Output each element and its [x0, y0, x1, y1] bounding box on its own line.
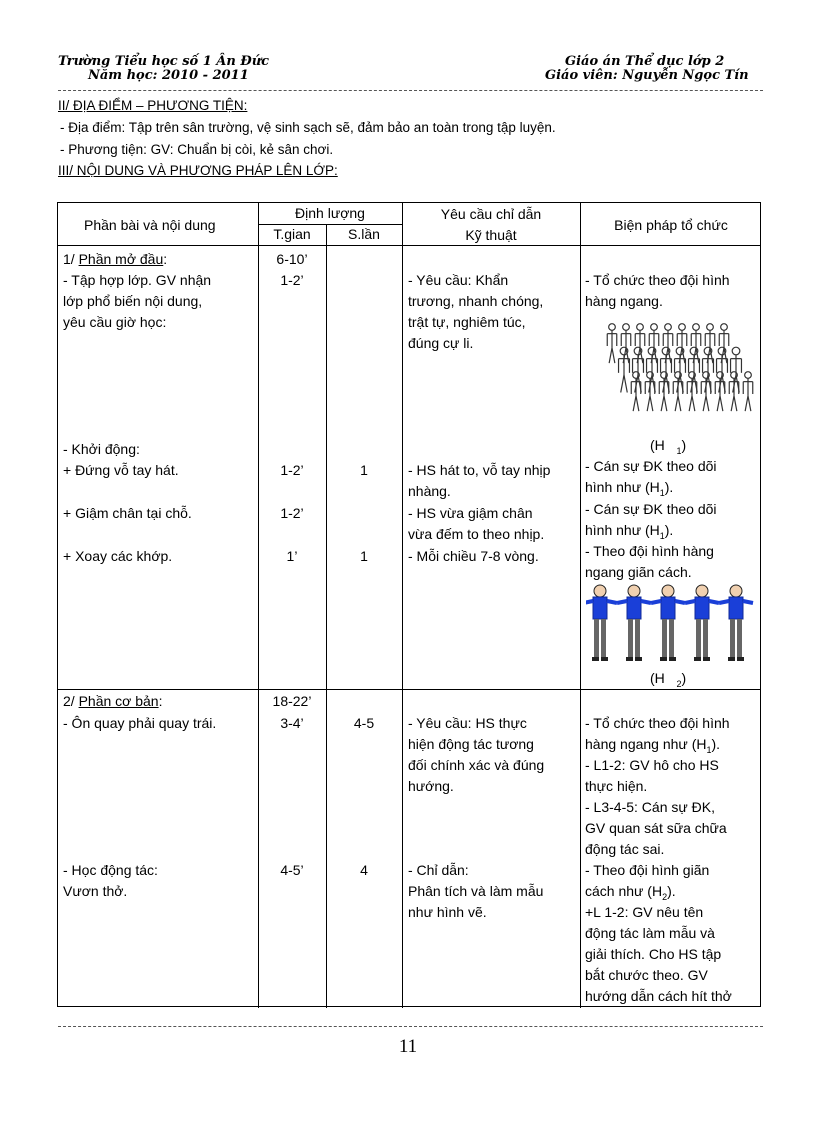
part-2-title: 2/ Phần cơ bản:	[63, 693, 163, 709]
student-figure	[731, 347, 742, 392]
student-figure	[649, 324, 659, 363]
header-reps: S.lần	[348, 226, 380, 242]
cell-org: bắt chước theo. GV	[585, 967, 708, 983]
student-figure	[703, 347, 714, 392]
cell-org: - Theo đội hình giãn	[585, 862, 710, 878]
student-figure	[617, 585, 651, 661]
cell-org: - L3-4-5: Cán sự ĐK,	[585, 799, 715, 815]
formation-h1-illustration	[598, 321, 754, 417]
figure-h1-label: (H $_1$)	[650, 437, 687, 456]
footer-divider	[58, 1026, 763, 1027]
cell-org: - Tổ chức theo đội hình	[585, 715, 730, 731]
cell-time: 1-2’	[280, 505, 304, 521]
cell-org: hướng dẫn cách hít thở	[585, 988, 732, 1004]
cell-reps: 1	[360, 548, 368, 564]
cell-content: yêu cầu giờ học:	[63, 314, 167, 330]
student-figure	[687, 372, 697, 411]
cell-org: hình như $(H_1)$.	[585, 522, 674, 541]
header-divider	[58, 90, 763, 91]
cell-org: thực hiện.	[585, 778, 648, 794]
student-figure	[691, 324, 701, 363]
section-2-title: II/ ĐỊA ĐIỂM – PHƯƠNG TIỆN:	[58, 98, 248, 113]
student-figure	[621, 324, 631, 363]
header-quantity: Định lượng	[295, 205, 365, 221]
cell-org: hàng ngang.	[585, 293, 663, 309]
part-1-title: 1/ Phần mở đầu:	[63, 251, 168, 267]
part-2-time-total: 18-22’	[272, 693, 312, 709]
cell-org: - Theo đội hình hàng	[585, 543, 714, 559]
student-figure	[673, 372, 683, 411]
header-year: Năm học: 2010 - 2011	[88, 68, 249, 83]
header-requirements: Yêu cầu chỉ dẫn	[440, 206, 542, 222]
student-figure	[719, 324, 729, 363]
lesson-table	[57, 202, 761, 1007]
cell-req: - Chỉ dẫn:	[408, 862, 469, 878]
cell-time: 1-2’	[280, 272, 304, 288]
cell-org: cách như $(H_2)$.	[585, 883, 676, 902]
cell-content: - Tập hợp lớp. GV nhận	[63, 272, 212, 288]
cell-reps: 1	[360, 462, 368, 478]
student-figure	[586, 585, 617, 661]
student-figure	[633, 347, 644, 392]
cell-org: giải thích. Cho HS tập	[585, 946, 722, 962]
cell-req: - HS vừa giậm chân	[408, 505, 533, 521]
cell-req: trương, nhanh chóng,	[408, 293, 544, 309]
cell-reps: 4-5	[353, 715, 375, 731]
cell-req: - Mỗi chiều 7-8 vòng.	[408, 548, 539, 564]
cell-content: - Học động tác:	[63, 862, 158, 878]
cell-org: ngang giãn cách.	[585, 564, 692, 580]
cell-req: - Yêu cầu: Khẩn	[408, 272, 509, 288]
cell-org: GV quan sát sữa chữa	[585, 820, 727, 836]
cell-content: lớp phổ biến nội dung,	[63, 293, 203, 309]
header-time: T.gian	[273, 226, 311, 242]
page-number: 11	[398, 1036, 418, 1057]
cell-req: Phân tích và làm mẫu	[408, 883, 544, 899]
student-figure	[715, 372, 725, 411]
student-figure	[607, 324, 617, 363]
cell-org: hình như $(H_1)$.	[585, 479, 674, 498]
col-divider	[580, 203, 581, 1008]
col-divider	[258, 203, 259, 1008]
student-figure	[677, 324, 687, 363]
student-figure	[631, 372, 641, 411]
cell-time: 3-4’	[280, 715, 304, 731]
student-figure	[685, 585, 719, 661]
cell-req: - HS hát to, vỗ tay nhịp	[408, 462, 551, 478]
student-figure	[663, 324, 673, 363]
student-figure	[661, 347, 672, 392]
cell-req: vừa đếm to theo nhịp.	[408, 526, 545, 542]
section-2-line-2: - Phương tiện: GV: Chuẩn bị còi, kẻ sân chơi.	[60, 142, 334, 157]
cell-time: 4-5’	[280, 862, 304, 878]
cell-req: như hình vẽ.	[408, 904, 487, 920]
cell-req: hướng.	[408, 778, 454, 794]
cell-content: - Ôn quay phải quay trái.	[63, 715, 217, 731]
student-figure	[659, 372, 669, 411]
header-technique: Kỹ thuật	[465, 227, 517, 243]
cell-reps: 4	[360, 862, 368, 878]
section-3-title: III/ NỘI DUNG VÀ PHƯƠNG PHÁP LÊN LỚP:	[58, 163, 338, 178]
cell-content: + Giậm chân tại chỗ.	[63, 505, 192, 521]
student-figure	[705, 324, 715, 363]
student-figure	[717, 347, 728, 392]
part-1-time-total: 6-10’	[276, 251, 308, 267]
cell-content: + Đứng vỗ tay hát.	[63, 462, 179, 478]
cell-req: trật tự, nghiêm túc,	[408, 314, 526, 330]
col-divider	[326, 224, 327, 1008]
header-content: Phần bài và nội dung	[84, 217, 216, 233]
formation-h2-illustration	[586, 583, 756, 669]
student-figure	[651, 585, 685, 661]
cell-req: đúng cự li.	[408, 335, 474, 351]
student-figure	[647, 347, 658, 392]
cell-org: hàng ngang như $(H_1)$.	[585, 736, 721, 755]
cell-time: 1’	[286, 548, 298, 564]
header-organization: Biện pháp tổ chức	[614, 217, 728, 233]
student-figure	[619, 347, 630, 392]
section-2-line-1: - Địa điểm: Tập trên sân trường, vệ sinh sạch sẽ, đảm bảo an toàn trong tập luyện.	[60, 120, 556, 135]
header-subject: Giáo án Thể dục lớp 2	[565, 54, 725, 69]
cell-org: +L 1-2: GV nêu tên	[585, 904, 704, 920]
cell-org: - L1-2: GV hô cho HS	[585, 757, 719, 773]
student-figure	[701, 372, 711, 411]
student-figure	[719, 585, 753, 661]
cell-req: đối chính xác và đúng	[408, 757, 545, 773]
cell-content: Vươn thở.	[63, 883, 128, 899]
cell-content: + Xoay các khớp.	[63, 548, 173, 564]
student-figure	[645, 372, 655, 411]
student-figure	[729, 372, 739, 411]
figure-h2-label: (H $_2$)	[650, 670, 687, 689]
cell-org: động tác sai.	[585, 841, 665, 857]
cell-time: 1-2’	[280, 462, 304, 478]
cell-org: - Cán sự ĐK theo dõi	[585, 501, 717, 517]
col-divider	[402, 203, 403, 1008]
student-figure	[743, 372, 753, 411]
cell-req: nhàng.	[408, 483, 451, 499]
cell-content: - Khởi động:	[63, 441, 140, 457]
student-figure	[635, 324, 645, 363]
cell-org: - Cán sự ĐK theo dõi	[585, 458, 717, 474]
cell-org: - Tổ chức theo đội hình	[585, 272, 730, 288]
student-figure	[675, 347, 686, 392]
student-figure	[689, 347, 700, 392]
cell-req: - Yêu cầu: HS thực	[408, 715, 527, 731]
header-school: Trường Tiểu học số 1 Ân Đức	[58, 54, 270, 69]
header-teacher: Giáo viên: Nguyễn Ngọc Tín	[545, 68, 749, 83]
cell-org: động tác làm mẫu và	[585, 925, 715, 941]
cell-req: hiện động tác tương	[408, 736, 534, 752]
